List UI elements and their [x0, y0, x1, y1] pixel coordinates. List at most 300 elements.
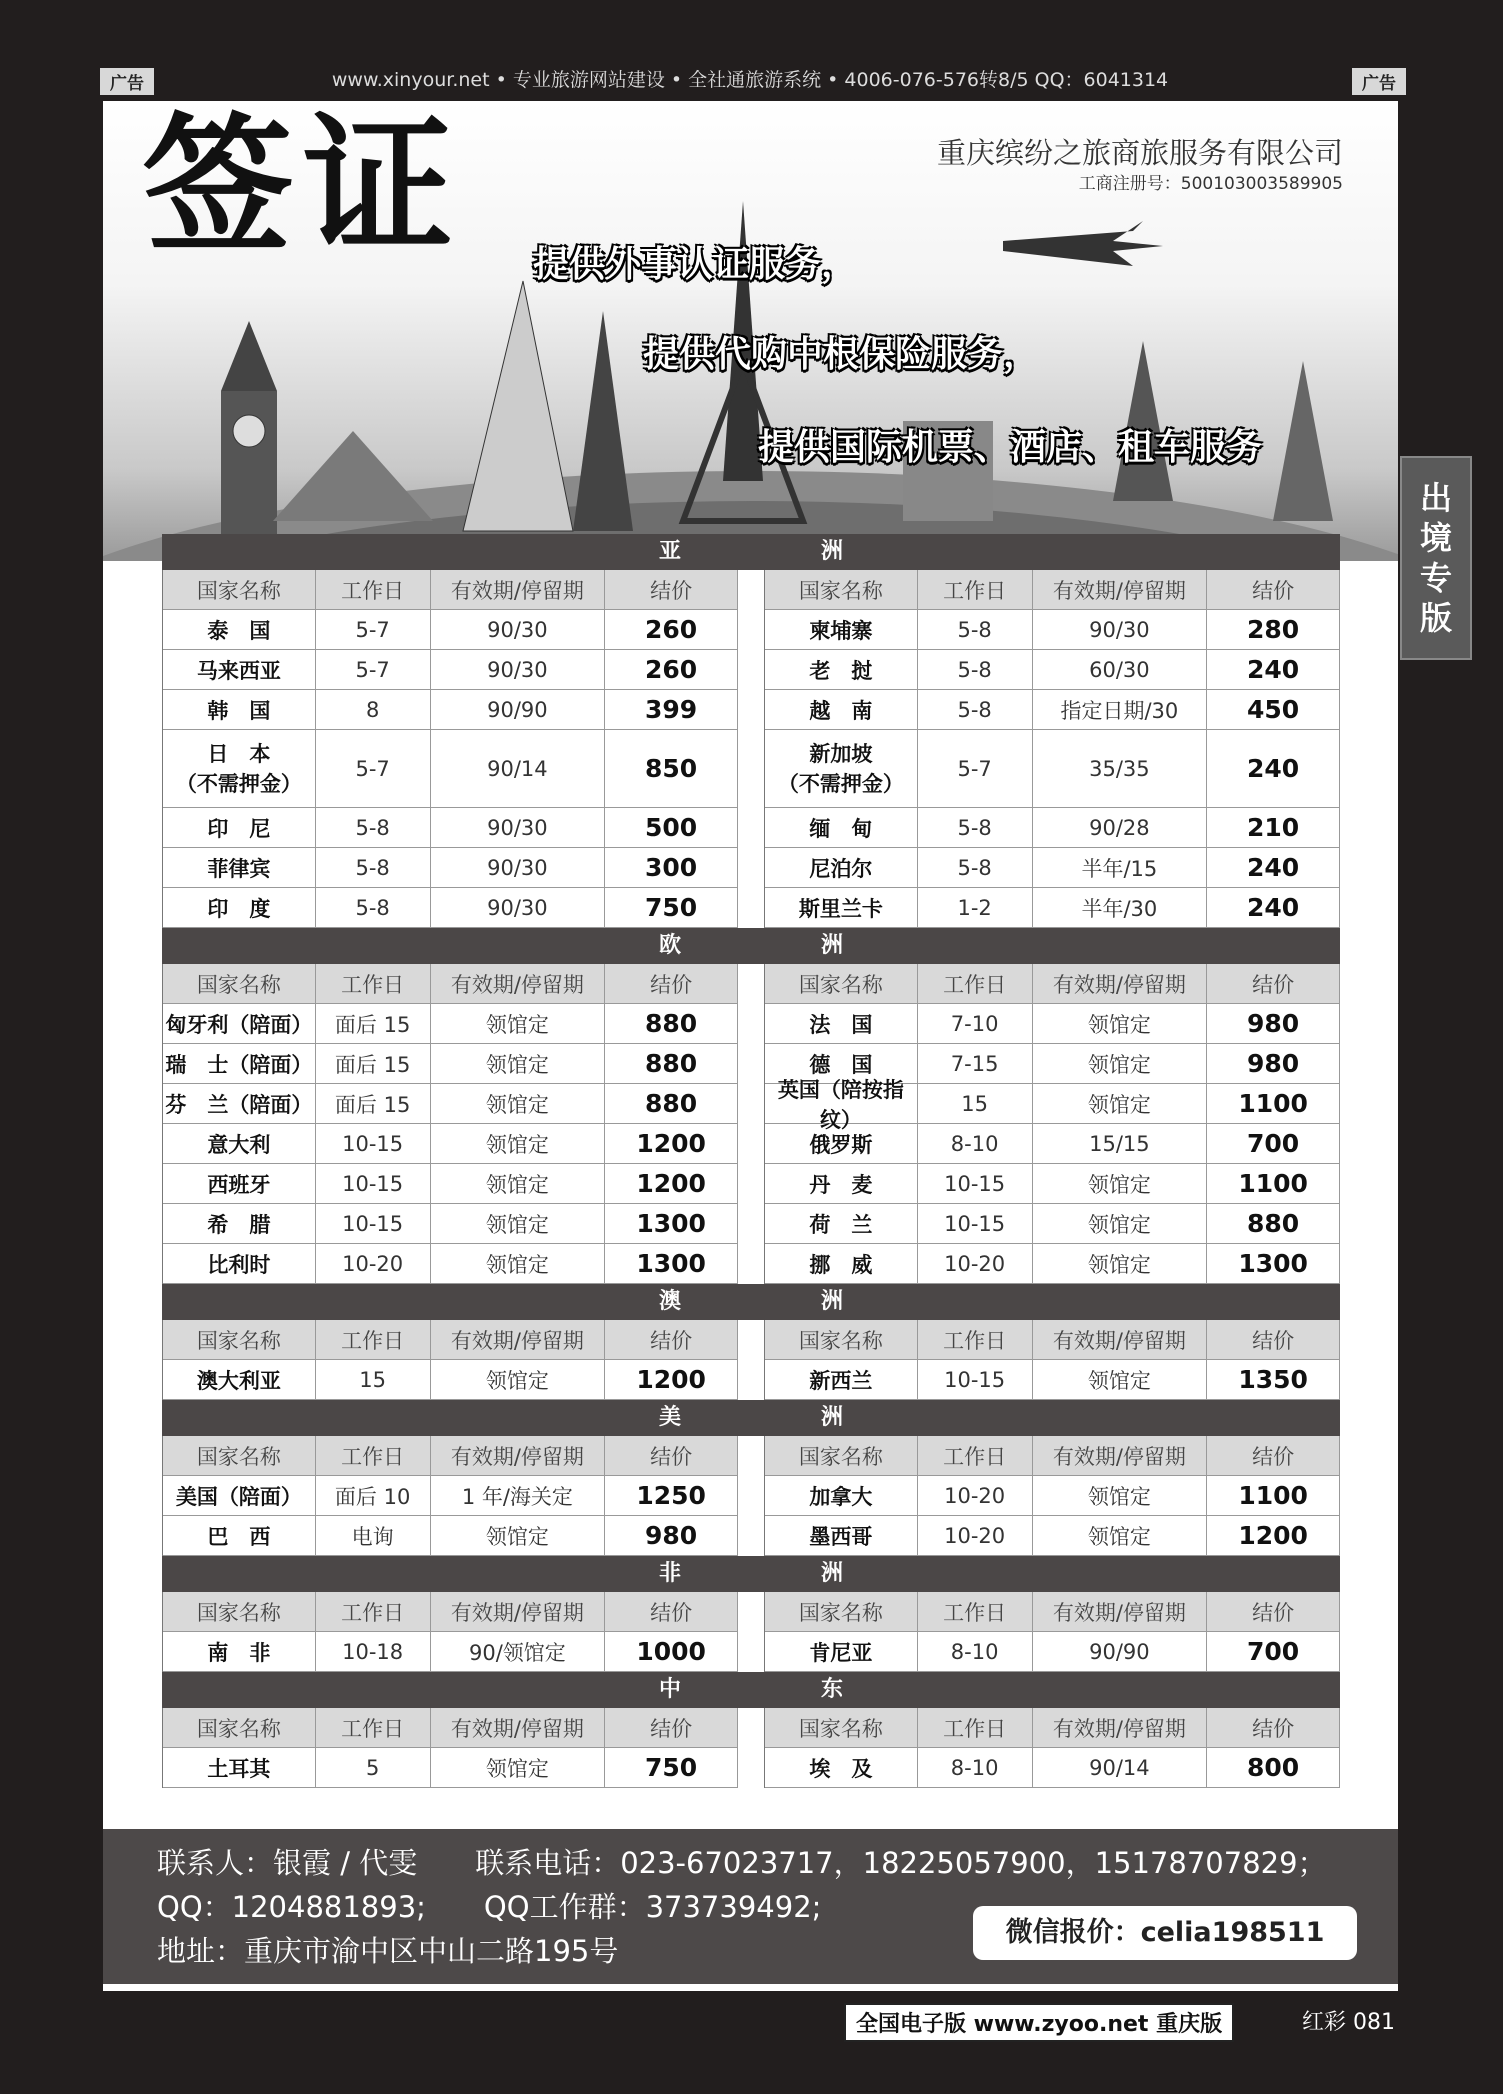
row-half	[764, 690, 1340, 730]
row-half	[764, 610, 1340, 650]
table-cell: 7-10	[918, 1004, 1033, 1044]
column-header: 工作日	[918, 570, 1033, 610]
ad-tag-left: 广告	[100, 68, 154, 95]
column-header: 有效期/停留期	[431, 1592, 606, 1632]
table-cell: 面后 15	[316, 1044, 431, 1084]
column-header: 国家名称	[163, 570, 316, 610]
row-half	[162, 1004, 738, 1044]
table-cell: 90/30	[431, 650, 606, 690]
table-cell: 土耳其	[163, 1748, 316, 1788]
column-header: 有效期/停留期	[431, 570, 606, 610]
row-half	[162, 1044, 738, 1084]
table-cell: 5-8	[918, 848, 1033, 888]
table-cell: 1200	[605, 1124, 738, 1164]
table-cell: 5-7	[316, 650, 431, 690]
row-half	[162, 808, 738, 848]
column-header: 结价	[1207, 1708, 1340, 1748]
table-cell: 越 南	[765, 690, 918, 730]
table-cell: 希 腊	[163, 1204, 316, 1244]
table-cell: 荷 兰	[765, 1204, 918, 1244]
table-cell: 280	[1207, 610, 1340, 650]
table-cell: 领馆定	[431, 1084, 606, 1124]
column-header: 结价	[605, 1436, 738, 1476]
table-cell: 8	[316, 690, 431, 730]
row-half	[162, 1360, 738, 1400]
table-cell: 1300	[605, 1204, 738, 1244]
table-cell: 新加坡 （不需押金）	[765, 730, 918, 808]
table-cell: 90/14	[1033, 1748, 1208, 1788]
table-cell: 7-15	[918, 1044, 1033, 1084]
gap	[738, 730, 764, 808]
column-header-half	[162, 1592, 738, 1632]
table-cell: 日 本 （不需押金）	[163, 730, 316, 808]
table-cell: 5-8	[918, 808, 1033, 848]
table-cell: 巴 西	[163, 1516, 316, 1556]
table-cell: 1100	[1207, 1164, 1340, 1204]
registration-number: 工商注册号：500103003589905	[1078, 174, 1343, 194]
row-half	[162, 690, 738, 730]
service-line-1: 提供外事认证服务，	[533, 243, 858, 285]
table-row	[162, 1124, 1340, 1164]
table-cell: 肯尼亚	[765, 1632, 918, 1672]
table-cell: 印 尼	[163, 808, 316, 848]
table-row	[162, 1044, 1340, 1084]
gap	[738, 808, 764, 848]
row-half	[162, 1164, 738, 1204]
column-header-half	[162, 1320, 738, 1360]
row-half	[764, 1360, 1340, 1400]
table-cell: 5-8	[316, 848, 431, 888]
header-tagline: www.xinyour.net • 专业旅游网站建设 • 全社通旅游系统 • 4006-076-576转8/5 QQ：6041314	[331, 69, 1169, 91]
table-cell: 领馆定	[431, 1204, 606, 1244]
row-half	[162, 1244, 738, 1284]
table-cell: 1-2	[918, 888, 1033, 928]
column-header-half	[764, 1708, 1340, 1748]
column-header-row	[162, 1708, 1340, 1748]
gap	[738, 888, 764, 928]
table-cell: 240	[1207, 888, 1340, 928]
gap	[738, 1748, 764, 1788]
table-cell: 领馆定	[1033, 1044, 1208, 1084]
column-header: 结价	[605, 1592, 738, 1632]
table-cell: 领馆定	[431, 1004, 606, 1044]
gap	[738, 848, 764, 888]
table-cell: 比利时	[163, 1244, 316, 1284]
table-cell: 700	[1207, 1632, 1340, 1672]
row-half	[162, 1476, 738, 1516]
column-header: 工作日	[316, 964, 431, 1004]
table-cell: 俄罗斯	[765, 1124, 918, 1164]
gap	[738, 1360, 764, 1400]
table-cell: 美国（陪面）	[163, 1476, 316, 1516]
row-half	[162, 730, 738, 808]
table-cell: 240	[1207, 730, 1340, 808]
column-header: 有效期/停留期	[431, 1436, 606, 1476]
table-cell: 西班牙	[163, 1164, 316, 1204]
table-cell: 菲律宾	[163, 848, 316, 888]
contact-footer	[103, 1829, 1398, 1984]
row-half	[162, 1748, 738, 1788]
table-cell: 880	[605, 1004, 738, 1044]
table-cell: 10-20	[918, 1476, 1033, 1516]
table-cell: 10-20	[918, 1244, 1033, 1284]
table-cell: 8-10	[918, 1632, 1033, 1672]
column-header: 结价	[1207, 1320, 1340, 1360]
table-cell: 挪 威	[765, 1244, 918, 1284]
table-cell: 90/30	[431, 610, 606, 650]
contact-line-3: 地址：重庆市渝中区中山二路195号	[157, 1934, 619, 1968]
table-cell: 丹 麦	[765, 1164, 918, 1204]
row-half	[764, 1476, 1340, 1516]
row-half	[162, 1516, 738, 1556]
table-cell: 90/28	[1033, 808, 1208, 848]
table-cell: 领馆定	[431, 1124, 606, 1164]
table-cell: 210	[1207, 808, 1340, 848]
table-cell: 指定日期/30	[1033, 690, 1208, 730]
table-cell: 新西兰	[765, 1360, 918, 1400]
table-cell: 750	[605, 888, 738, 928]
column-header: 有效期/停留期	[1033, 1708, 1208, 1748]
gap	[738, 1164, 764, 1204]
contact-line-1: 联系人：银霞 / 代雯 联系电话：023-67023717，18225057900，15178707829；	[157, 1846, 1327, 1880]
table-cell: 5-8	[918, 610, 1033, 650]
table-cell: 马来西亚	[163, 650, 316, 690]
table-cell: 法 国	[765, 1004, 918, 1044]
table-cell: 1200	[1207, 1516, 1340, 1556]
table-cell: 700	[1207, 1124, 1340, 1164]
table-cell: 缅 甸	[765, 808, 918, 848]
table-cell: 1300	[605, 1244, 738, 1284]
table-row	[162, 1632, 1340, 1672]
table-cell: 90/90	[431, 690, 606, 730]
table-cell: 德 国	[765, 1044, 918, 1084]
row-half	[764, 888, 1340, 928]
column-header: 工作日	[316, 1320, 431, 1360]
row-half	[764, 808, 1340, 848]
table-cell: 半年/15	[1033, 848, 1208, 888]
edition-label: 全国电子版 www.zyoo.net 重庆版	[844, 2003, 1234, 2042]
column-header-half	[764, 1592, 1340, 1632]
table-cell: 240	[1207, 848, 1340, 888]
section-header-asia: 亚洲	[162, 534, 1340, 570]
table-cell: 10-20	[316, 1244, 431, 1284]
column-header: 工作日	[918, 964, 1033, 1004]
table-cell: 领馆定	[431, 1748, 606, 1788]
table-cell: 面后 10	[316, 1476, 431, 1516]
section-header-europe: 欧洲	[162, 928, 1340, 964]
table-cell: 斯里兰卡	[765, 888, 918, 928]
row-half	[764, 1516, 1340, 1556]
ad-tag-right: 广告	[1352, 68, 1406, 95]
table-cell: 5-8	[316, 808, 431, 848]
contact-line-2: QQ：1204881893; QQ工作群：373739492;	[157, 1890, 822, 1924]
table-cell: 5	[316, 1748, 431, 1788]
table-cell: 5-7	[316, 610, 431, 650]
column-header-row	[162, 1592, 1340, 1632]
column-header-row	[162, 570, 1340, 610]
page-number: 红彩 081	[1302, 2010, 1395, 2035]
table-cell: 90/14	[431, 730, 606, 808]
table-cell: 领馆定	[1033, 1244, 1208, 1284]
row-half	[764, 1077, 1340, 1132]
table-cell: 1100	[1207, 1084, 1340, 1124]
row-half	[162, 610, 738, 650]
service-line-2: 提供代购中根保险服务，	[643, 333, 1040, 375]
table-cell: 8-10	[918, 1748, 1033, 1788]
table-cell: 老 挝	[765, 650, 918, 690]
table-cell: 450	[1207, 690, 1340, 730]
table-cell: 领馆定	[1033, 1204, 1208, 1244]
table-row	[162, 650, 1340, 690]
table-cell: 南 非	[163, 1632, 316, 1672]
table-cell: 980	[605, 1516, 738, 1556]
gap	[738, 1044, 764, 1084]
table-cell: 印 度	[163, 888, 316, 928]
table-cell: 5-7	[316, 730, 431, 808]
side-tab-label: 出 境 专 版	[1419, 479, 1452, 637]
table-cell: 260	[605, 610, 738, 650]
column-header-half	[764, 570, 1340, 610]
table-row	[162, 1004, 1340, 1044]
table-cell: 领馆定	[1033, 1360, 1208, 1400]
table-cell: 领馆定	[1033, 1084, 1208, 1124]
gap	[738, 570, 764, 610]
section-header-oceania: 澳洲	[162, 1284, 1340, 1320]
table-row	[162, 1516, 1340, 1556]
table-row	[162, 610, 1340, 650]
row-half	[764, 650, 1340, 690]
table-cell: 750	[605, 1748, 738, 1788]
table-cell: 加拿大	[765, 1476, 918, 1516]
gap	[738, 1084, 764, 1124]
table-cell: 领馆定	[431, 1244, 606, 1284]
table-cell: 5-8	[316, 888, 431, 928]
table-cell: 300	[605, 848, 738, 888]
gap	[738, 964, 764, 1004]
row-half	[764, 848, 1340, 888]
table-cell: 10-15	[316, 1164, 431, 1204]
column-header-half	[764, 1320, 1340, 1360]
table-cell: 柬埔寨	[765, 610, 918, 650]
table-cell: 880	[605, 1084, 738, 1124]
row-half	[162, 1204, 738, 1244]
table-cell: 15	[918, 1084, 1033, 1124]
table-cell: 1300	[1207, 1244, 1340, 1284]
table-cell: 850	[605, 730, 738, 808]
table-cell: 面后 15	[316, 1084, 431, 1124]
column-header: 有效期/停留期	[431, 1320, 606, 1360]
table-cell: 980	[1207, 1004, 1340, 1044]
wechat-badge: 微信报价：celia198511	[973, 1906, 1357, 1960]
column-header-half	[162, 1436, 738, 1476]
column-header: 国家名称	[765, 570, 918, 610]
table-row	[162, 1476, 1340, 1516]
column-header: 工作日	[918, 1708, 1033, 1748]
column-header-half	[764, 964, 1340, 1004]
table-cell: 10-15	[316, 1204, 431, 1244]
table-cell: 90/30	[431, 888, 606, 928]
table-cell: 埃 及	[765, 1748, 918, 1788]
column-header: 有效期/停留期	[1033, 570, 1208, 610]
gap	[738, 1320, 764, 1360]
table-cell: 半年/30	[1033, 888, 1208, 928]
column-header: 国家名称	[163, 1708, 316, 1748]
table-row	[162, 1360, 1340, 1400]
table-row	[162, 1077, 1340, 1132]
gap	[738, 1632, 764, 1672]
column-header: 结价	[605, 570, 738, 610]
table-row	[162, 690, 1340, 730]
row-half	[764, 1124, 1340, 1164]
table-cell: 领馆定	[431, 1164, 606, 1204]
column-header: 工作日	[316, 570, 431, 610]
column-header: 国家名称	[765, 964, 918, 1004]
column-header: 国家名称	[765, 1708, 918, 1748]
gap	[738, 1592, 764, 1632]
table-cell: 10-15	[918, 1360, 1033, 1400]
column-header: 工作日	[918, 1436, 1033, 1476]
column-header: 国家名称	[765, 1320, 918, 1360]
service-line-3: 提供国际机票、酒店、租车服务	[758, 426, 1263, 468]
table-cell: 90/领馆定	[431, 1632, 606, 1672]
table-cell: 90/30	[431, 848, 606, 888]
table-cell: 240	[1207, 650, 1340, 690]
table-cell: 980	[1207, 1044, 1340, 1084]
section-header-africa: 非洲	[162, 1556, 1340, 1592]
column-header: 有效期/停留期	[1033, 964, 1208, 1004]
column-header: 结价	[1207, 570, 1340, 610]
table-cell: 1 年/海关定	[431, 1476, 606, 1516]
table-row	[162, 1748, 1340, 1788]
row-half	[764, 1004, 1340, 1044]
table-cell: 5-8	[918, 650, 1033, 690]
column-header: 国家名称	[163, 964, 316, 1004]
row-half	[162, 1632, 738, 1672]
company-name: 重庆缤纷之旅商旅服务有限公司	[936, 136, 1343, 170]
gap	[738, 610, 764, 650]
table-cell: 1350	[1207, 1360, 1340, 1400]
table-cell: 880	[1207, 1204, 1340, 1244]
column-header: 结价	[605, 1708, 738, 1748]
table-cell: 5-8	[918, 690, 1033, 730]
column-header: 结价	[1207, 1436, 1340, 1476]
column-header-half	[162, 964, 738, 1004]
table-cell: 领馆定	[431, 1360, 606, 1400]
column-header: 工作日	[316, 1708, 431, 1748]
table-cell: 领馆定	[431, 1516, 606, 1556]
table-row	[162, 1204, 1340, 1244]
gap	[738, 1204, 764, 1244]
gap	[738, 1004, 764, 1044]
table-cell: 10-15	[918, 1204, 1033, 1244]
table-cell: 90/30	[1033, 610, 1208, 650]
table-cell: 领馆定	[1033, 1004, 1208, 1044]
table-cell: 尼泊尔	[765, 848, 918, 888]
column-header: 结价	[1207, 964, 1340, 1004]
column-header: 国家名称	[765, 1592, 918, 1632]
column-header: 国家名称	[163, 1320, 316, 1360]
row-half	[162, 1124, 738, 1164]
column-header: 结价	[605, 964, 738, 1004]
table-cell: 瑞 士（陪面）	[163, 1044, 316, 1084]
table-cell: 领馆定	[1033, 1516, 1208, 1556]
table-cell: 面后 15	[316, 1004, 431, 1044]
table-row	[162, 1164, 1340, 1204]
table-cell: 15/15	[1033, 1124, 1208, 1164]
row-half	[162, 650, 738, 690]
row-half	[764, 1632, 1340, 1672]
section-header-mideast: 中东	[162, 1672, 1340, 1708]
column-header-half	[162, 570, 738, 610]
gap	[738, 1436, 764, 1476]
row-half	[162, 1084, 738, 1124]
table-cell: 10-15	[316, 1124, 431, 1164]
row-half	[162, 848, 738, 888]
table-cell: 1100	[1207, 1476, 1340, 1516]
table-cell: 英国（陪按指纹）	[765, 1084, 918, 1124]
column-header: 工作日	[918, 1320, 1033, 1360]
column-header-row	[162, 1436, 1340, 1476]
banner	[103, 101, 1398, 561]
table-cell: 1200	[605, 1164, 738, 1204]
row-half	[162, 888, 738, 928]
table-cell: 90/30	[431, 808, 606, 848]
row-half	[764, 1204, 1340, 1244]
table-cell: 领馆定	[1033, 1476, 1208, 1516]
column-header: 国家名称	[163, 1436, 316, 1476]
table-cell: 90/90	[1033, 1632, 1208, 1672]
column-header: 国家名称	[765, 1436, 918, 1476]
column-header: 工作日	[918, 1592, 1033, 1632]
table-cell: 澳大利亚	[163, 1360, 316, 1400]
table-row	[162, 808, 1340, 848]
table-cell: 60/30	[1033, 650, 1208, 690]
table-cell: 领馆定	[1033, 1164, 1208, 1204]
table-cell: 泰 国	[163, 610, 316, 650]
table-cell: 260	[605, 650, 738, 690]
row-half	[764, 1244, 1340, 1284]
column-header: 工作日	[316, 1436, 431, 1476]
table-cell: 1200	[605, 1360, 738, 1400]
column-header: 结价	[1207, 1592, 1340, 1632]
table-cell: 800	[1207, 1748, 1340, 1788]
table-row	[162, 888, 1340, 928]
gap	[738, 1516, 764, 1556]
table-row	[162, 1244, 1340, 1284]
gap	[738, 1708, 764, 1748]
table-cell: 399	[605, 690, 738, 730]
gap	[738, 650, 764, 690]
column-header: 有效期/停留期	[431, 1708, 606, 1748]
column-header: 国家名称	[163, 1592, 316, 1632]
column-header: 有效期/停留期	[1033, 1592, 1208, 1632]
table-row	[162, 730, 1340, 808]
column-header: 结价	[605, 1320, 738, 1360]
side-tab	[1400, 456, 1472, 660]
section-header-america: 美洲	[162, 1400, 1340, 1436]
column-header-half	[764, 1436, 1340, 1476]
table-cell: 10-15	[918, 1164, 1033, 1204]
row-half	[764, 730, 1340, 808]
table-cell: 韩 国	[163, 690, 316, 730]
table-cell: 领馆定	[431, 1044, 606, 1084]
table-cell: 1250	[605, 1476, 738, 1516]
column-header-half	[162, 1708, 738, 1748]
column-header: 工作日	[316, 1592, 431, 1632]
table-cell: 500	[605, 808, 738, 848]
table-cell: 880	[605, 1044, 738, 1084]
table-cell: 墨西哥	[765, 1516, 918, 1556]
